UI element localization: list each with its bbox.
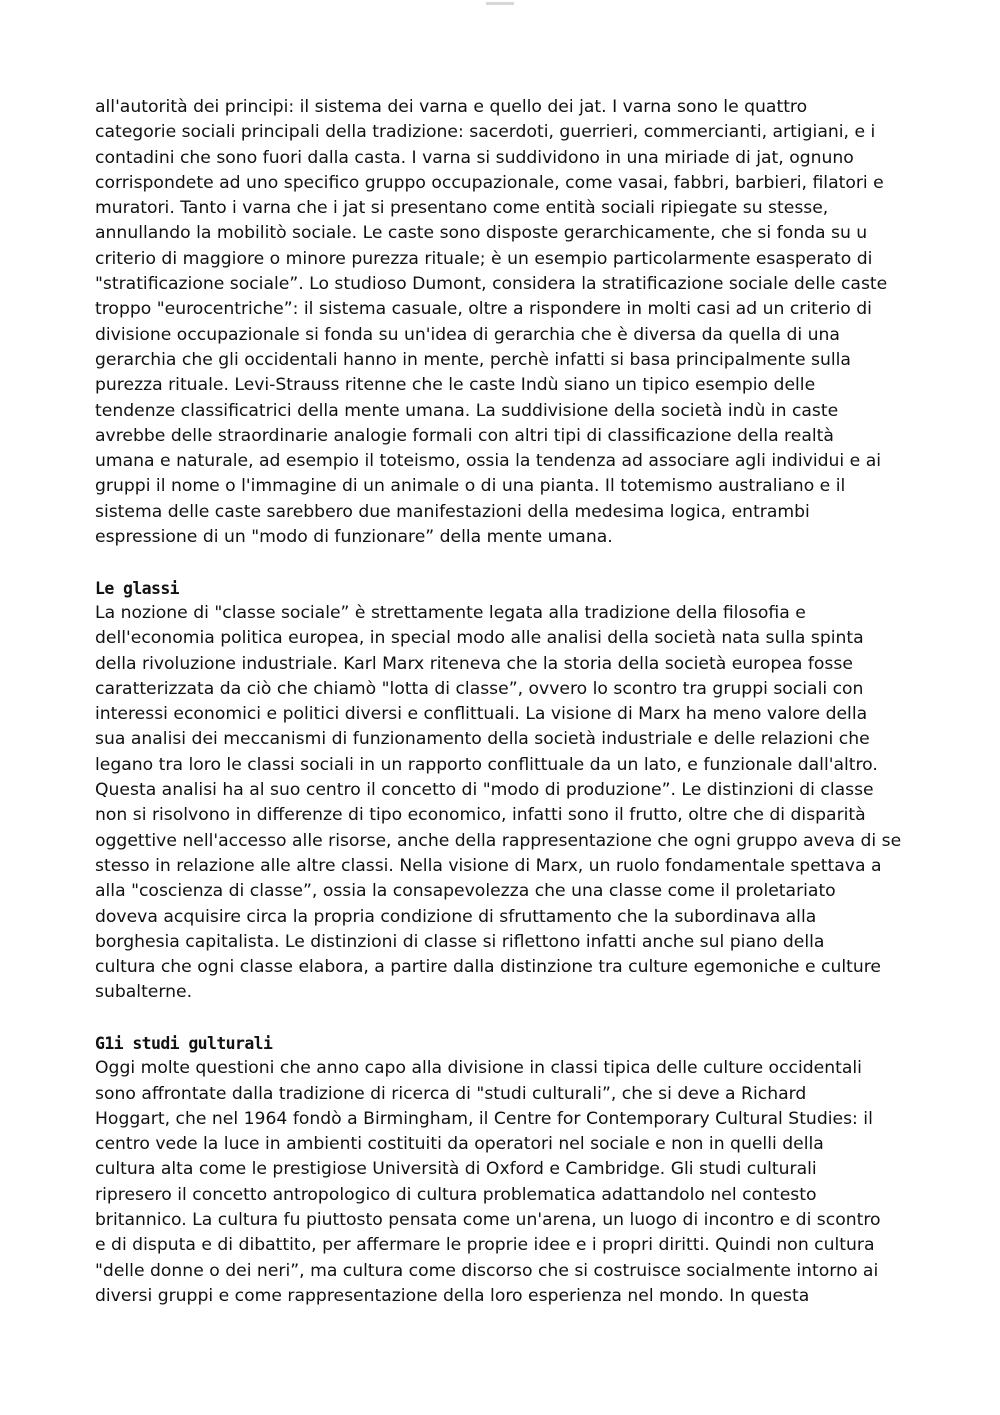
text-line: sono affrontate dalla tradizione di ricerca di "studi culturali”, che si deve a Richard — [95, 1083, 807, 1104]
text-line: diversi gruppi e come rappresentazione della loro esperienza nel mondo. In questa — [95, 1285, 810, 1306]
page-header-mark — [486, 2, 514, 5]
text-line: interessi economici e politici diversi e conflittuali. La visione di Marx ha meno valore della — [95, 704, 868, 725]
text-line: oggettive nell'accesso alle risorse, anche della rappresentazione che ogni gruppo aveva di se — [95, 830, 902, 851]
text-line: Oggi molte questioni che anno capo alla divisione in classi tipica delle culture occidentali — [95, 1058, 862, 1079]
text-line: della rivoluzione industriale. Karl Marx riteneva che la storia della società europea fosse — [95, 653, 853, 674]
text-line: criterio di maggiore o minore purezza rituale; è un esempio particolarmente esasperato di — [95, 248, 873, 269]
text-line: La nozione di "classe sociale” è strettamente legata alla tradizione della filosofia e — [95, 602, 806, 623]
text-line: cultura alta come le prestigiose Università di Oxford e Cambridge. Gli studi culturali — [95, 1159, 817, 1180]
text-line: caratterizzata da ciò che chiamò "lotta di classe”, ovvero lo scontro tra gruppi sociali con — [95, 678, 864, 699]
text-line: e di disputa e di dibattito, per affermare le proprie idee e i propri diritti. Quindi non cultura — [95, 1235, 875, 1256]
text-line: muratori. Tanto i varna che i jat si presentano come entità sociali ripiegate su stesse, — [95, 198, 829, 219]
text-line: sua analisi dei meccanismi di funzionamento della società industriale e delle relazioni che — [95, 729, 870, 750]
text-line: Hoggart, che nel 1964 fondò a Birmingham, il Centre for Contemporary Cultural Studies: il — [95, 1108, 873, 1129]
text-line: borghesia capitalista. Le distinzioni di classe si riflettono infatti anche sul piano della — [95, 931, 825, 952]
paragraph-spacer — [95, 1006, 910, 1031]
text-line: all'autorità dei principi: il sistema dei varna e quello dei jat. I varna sono le quattro — [95, 97, 808, 117]
text-line: divisione occupazionale si fonda su un'idea di gerarchia che è diversa da quella di una — [95, 324, 840, 345]
text-line: avrebbe delle straordinarie analogie formali con altri tipi di classificazione della realtà — [95, 425, 834, 446]
text-line: Questa analisi ha al suo centro il concetto di "modo di produzione”. Le distinzioni di classe — [95, 780, 874, 801]
text-line: ripresero il concetto antropologico di cultura problematica adattandolo nel contesto — [95, 1184, 817, 1205]
paragraph-caste-system — [95, 95, 910, 550]
text-line: legano tra loro le classi sociali in un rapporto conflittuale da un lato, e funzionale dall'altro. — [95, 754, 878, 775]
section-heading-classes: Le glassi — [95, 578, 180, 598]
text-line: gruppi il nome o l'immagine di un animale o di una pianta. Il totemismo australiano e il — [95, 476, 846, 497]
text-line: dell'economia politica europea, in special modo alle analisi della società nata sulla spinta — [95, 628, 864, 649]
text-line: britannico. La cultura fu piuttosto pensata come un'arena, un luogo di incontro e di scontro — [95, 1210, 881, 1231]
text-line: stesso in relazione alle altre classi. Nella visione di Marx, un ruolo fondamentale spettava a — [95, 855, 882, 876]
text-line: gerarchia che gli occidentali hanno in mente, perchè infatti si basa principalmente sulla — [95, 349, 851, 370]
text-line: purezza rituale. Levi-Strauss ritenne che le caste Indù siano un tipico esempio delle — [95, 375, 816, 396]
text-line: espressione di un "modo di funzionare” della mente umana. — [95, 527, 613, 548]
text-line: alla "coscienza di classe”, ossia la consapevolezza che una classe come il proletariato — [95, 881, 836, 902]
text-line: non si risolvono in differenze di tipo economico, infatti sono il frutto, oltre che di disparità — [95, 805, 866, 826]
text-line: troppo "eurocentriche”: il sistema casuale, oltre a rispondere in molti casi ad un criterio di — [95, 299, 872, 320]
text-line: annullando la mobilitò sociale. Le caste sono disposte gerarchicamente, che si fonda su u — [95, 223, 868, 244]
text-line: "stratificazione sociale”. Lo studioso Dumont, considera la stratificazione sociale delle caste — [95, 274, 888, 295]
paragraph-cultural-studies — [95, 1056, 910, 1309]
text-line: "delle donne o dei neri”, ma cultura come discorso che si costruisce socialmente intorno ai — [95, 1260, 879, 1281]
text-line: centro vede la luce in ambienti costituiti da operatori nel sociale e non in quelli della — [95, 1134, 824, 1155]
text-line: tendenze classificatrici della mente umana. La suddivisione della società indù in caste — [95, 400, 839, 421]
text-line: sistema delle caste sarebbero due manifestazioni della medesima logica, entrambi — [95, 501, 810, 522]
text-line: corrispondete ad uno specifico gruppo occupazionale, come vasai, fabbri, barbieri, filatori e — [95, 172, 884, 193]
paragraph-social-classes — [95, 601, 910, 1006]
paragraph-spacer — [95, 550, 910, 575]
text-line: cultura che ogni classe elabora, a partire dalla distinzione tra culture egemoniche e culture — [95, 957, 882, 978]
section-heading-cultural-studies: G1i studi gulturali — [95, 1033, 273, 1053]
document-body — [95, 95, 910, 1309]
text-line: contadini che sono fuori dalla casta. I varna si suddividono in una miriade di jat, ognuno — [95, 147, 854, 168]
text-line: subalterne. — [95, 982, 193, 1003]
text-line: categorie sociali principali della tradizione: sacerdoti, guerrieri, commercianti, artigiani, e i — [95, 122, 876, 143]
text-line: umana e naturale, ad esempio il toteismo, ossia la tendenza ad associare agli individui e ai — [95, 451, 882, 472]
text-line: doveva acquisire circa la propria condizione di sfruttamento che la subordinava alla — [95, 906, 817, 927]
